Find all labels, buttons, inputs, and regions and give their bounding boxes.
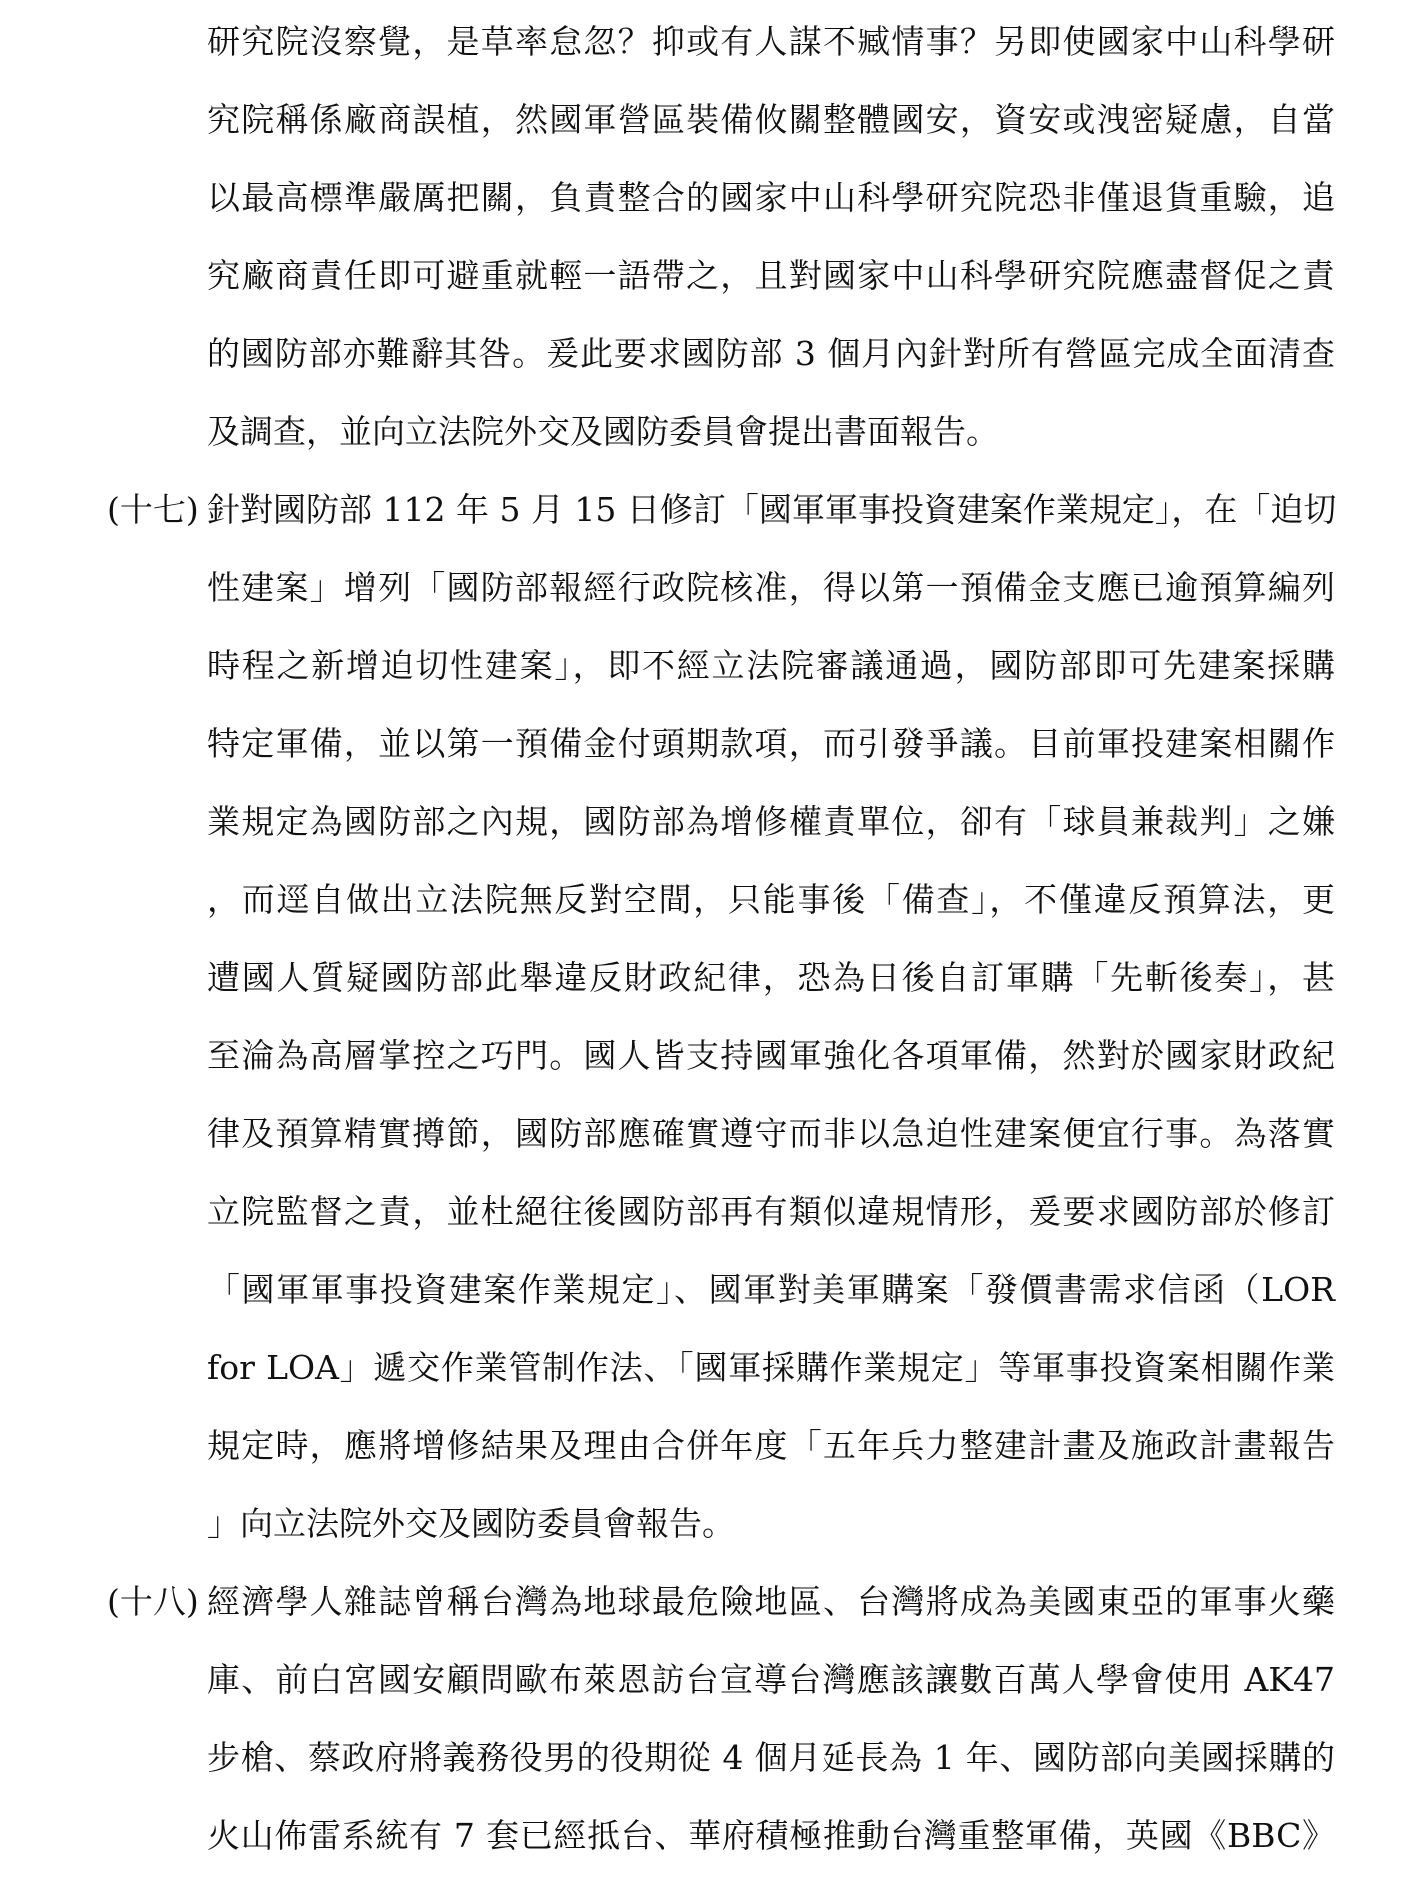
item-18-label: (十八) <box>107 1582 199 1621</box>
item-17-line: ，而逕自做出立法院無反對空間，只能事後「備查」，不僅違反預算法，更 <box>207 880 1335 919</box>
paragraph-line: 以最高標準嚴厲把關，負責整合的國家中山科學研究院恐非僅退貨重驗，追 <box>207 178 1335 217</box>
item-18-line: 庫、前白宮國安顧問歐布萊恩訪台宣導台灣應該讓數百萬人學會使用 AK47 <box>207 1660 1335 1699</box>
paragraph-line: 的國防部亦難辭其咎。爰此要求國防部 3 個月內針對所有營區完成全面清查 <box>207 334 1335 373</box>
paragraph-line: 研究院沒察覺，是草率怠忽？抑或有人謀不臧情事？另即使國家中山科學研 <box>207 22 1335 61</box>
paragraph-line: 究院稱係廠商誤植，然國軍營區裝備攸關整體國安，資安或洩密疑慮，自當 <box>207 100 1335 139</box>
item-17-line: 針對國防部 112 年 5 月 15 日修訂「國軍軍事投資建案作業規定」，在「迫切 <box>207 490 1337 529</box>
item-17-line: 立院監督之責，並杜絕往後國防部再有類似違規情形，爰要求國防部於修訂 <box>207 1192 1335 1231</box>
item-17-line: 律及預算精實撙節，國防部應確實遵守而非以急迫性建案便宜行事。為落實 <box>207 1114 1335 1153</box>
item-17-line: 」向立法院外交及國防委員會報告。 <box>207 1504 735 1543</box>
item-17-line: 遭國人質疑國防部此舉違反財政紀律，恐為日後自訂軍購「先斬後奏」，甚 <box>207 958 1335 997</box>
item-18-line: 步槍、蔡政府將義務役男的役期從 4 個月延長為 1 年、國防部向美國採購的 <box>207 1738 1335 1777</box>
item-17-line: 業規定為國防部之內規，國防部為增修權責單位，卻有「球員兼裁判」之嫌 <box>207 802 1335 841</box>
item-17-line: 特定軍備，並以第一預備金付頭期款項，而引發爭議。目前軍投建案相關作 <box>207 724 1335 763</box>
item-17-line: for LOA」遞交作業管制作法、「國軍採購作業規定」等軍事投資案相關作業 <box>207 1348 1335 1387</box>
item-17-line: 至淪為高層掌控之巧門。國人皆支持國軍強化各項軍備，然對於國家財政紀 <box>207 1036 1335 1075</box>
item-18-line: 火山佈雷系統有 7 套已經抵台、華府積極推動台灣重整軍備，英國《BBC》 <box>207 1816 1335 1855</box>
item-17-line: 規定時，應將增修結果及理由合併年度「五年兵力整建計畫及施政計畫報告 <box>207 1426 1335 1465</box>
item-17-line: 性建案」增列「國防部報經行政院核准，得以第一預備金支應已逾預算編列 <box>207 568 1335 607</box>
item-17-label: (十七) <box>107 490 199 529</box>
item-17-line: 時程之新增迫切性建案」，即不經立法院審議通過，國防部即可先建案採購 <box>207 646 1335 685</box>
item-18-line: 經濟學人雜誌曾稱台灣為地球最危險地區、台灣將成為美國東亞的軍事火藥 <box>207 1582 1335 1621</box>
paragraph-line: 究廠商責任即可避重就輕一語帶之，且對國家中山科學研究院應盡督促之責 <box>207 256 1335 295</box>
item-17-line: 「國軍軍事投資建案作業規定」、國軍對美軍購案「發價書需求信函（LOR <box>207 1270 1335 1309</box>
paragraph-line: 及調查，並向立法院外交及國防委員會提出書面報告。 <box>207 412 999 451</box>
